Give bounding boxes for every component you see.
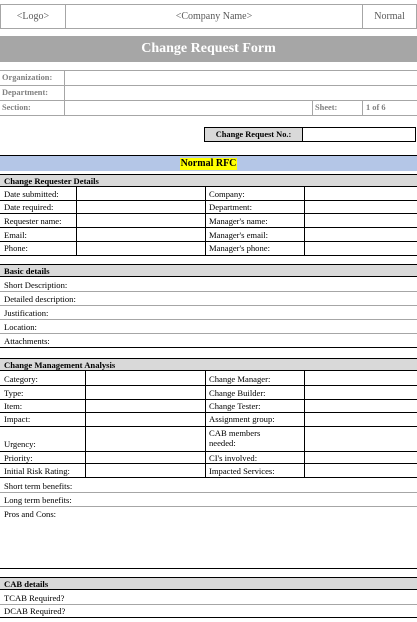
manager-email-label: Manager's email: xyxy=(209,230,269,240)
item-field[interactable] xyxy=(86,400,204,412)
short-term-benefits-label: Short term benefits: xyxy=(4,481,73,491)
status-label: Normal xyxy=(362,4,417,29)
company-name: <Company Name> xyxy=(65,4,363,29)
sheet-label: Sheet: xyxy=(315,103,338,112)
detailed-description-label: Detailed description: xyxy=(4,294,76,304)
initial-risk-rating-field[interactable] xyxy=(86,464,204,477)
section-field[interactable] xyxy=(66,101,311,114)
item-label: Item: xyxy=(4,401,23,411)
dcab-required-label: DCAB Required? xyxy=(4,606,66,616)
phone-label: Phone: xyxy=(4,243,28,253)
impacted-services-field[interactable] xyxy=(305,464,416,477)
company-label: Company: xyxy=(209,189,245,199)
section-label: Section: xyxy=(2,103,31,112)
rfc-type-bar xyxy=(0,155,417,171)
email-label: Email: xyxy=(4,230,27,240)
change-builder-field[interactable] xyxy=(305,386,416,399)
change-tester-field[interactable] xyxy=(305,400,416,412)
requester-name-label: Requester name: xyxy=(4,216,62,226)
impact-field[interactable] xyxy=(86,413,204,426)
manager-name-field[interactable] xyxy=(305,214,416,227)
requester-section-heading: Change Requester Details xyxy=(0,174,417,187)
organization-label: Organization: xyxy=(2,73,53,82)
change-builder-label: Change Builder: xyxy=(209,388,266,398)
type-label: Type: xyxy=(4,388,24,398)
date-submitted-field[interactable] xyxy=(77,188,204,200)
company-field[interactable] xyxy=(305,188,416,200)
initial-risk-rating-label: Initial Risk Rating: xyxy=(4,466,70,476)
department-label: Department: xyxy=(2,88,49,97)
date-submitted-label: Date submitted: xyxy=(4,189,59,199)
email-field[interactable] xyxy=(77,228,204,241)
tcab-required-label: TCAB Required? xyxy=(4,593,65,603)
manager-name-label: Manager's name: xyxy=(209,216,268,226)
phone-field[interactable] xyxy=(77,242,204,255)
type-field[interactable] xyxy=(86,386,204,399)
organization-field[interactable] xyxy=(66,71,416,84)
short-description-label: Short Description: xyxy=(4,280,68,290)
urgency-field[interactable] xyxy=(86,427,204,451)
pros-and-cons-label: Pros and Cons: xyxy=(4,509,57,519)
logo-placeholder: <Logo> xyxy=(0,4,66,29)
change-request-no-box xyxy=(204,127,416,142)
analysis-section-heading: Change Management Analysis xyxy=(0,358,417,371)
long-term-benefits-label: Long term benefits: xyxy=(4,495,72,505)
change-tester-label: Change Tester: xyxy=(209,401,261,411)
basic-section-heading: Basic details xyxy=(0,264,417,277)
cab-members-needed-field[interactable] xyxy=(305,427,416,451)
department-field[interactable] xyxy=(66,86,416,99)
category-label: Category: xyxy=(4,374,38,384)
manager-phone-field[interactable] xyxy=(305,242,416,255)
date-required-label: Date required: xyxy=(4,202,54,212)
manager-email-field[interactable] xyxy=(305,228,416,241)
change-request-no-field[interactable] xyxy=(304,128,415,141)
change-manager-label: Change Manager: xyxy=(209,374,271,384)
requester-department-label: Department: xyxy=(209,202,252,212)
impacted-services-label: Impacted Services: xyxy=(209,466,275,476)
change-manager-field[interactable] xyxy=(305,372,416,385)
assignment-group-label: Assignment group: xyxy=(209,414,275,424)
change-request-no-label: Change Request No.: xyxy=(205,128,303,141)
justification-label: Justification: xyxy=(4,308,49,318)
cab-members-needed-label: CAB members needed: xyxy=(209,428,261,448)
category-field[interactable] xyxy=(86,372,204,385)
assignment-group-field[interactable] xyxy=(305,413,416,426)
attachments-label: Attachments: xyxy=(4,336,50,346)
requester-department-field[interactable] xyxy=(305,201,416,213)
manager-phone-label: Manager's phone: xyxy=(209,243,270,253)
cis-involved-label: CI's involved: xyxy=(209,453,258,463)
rfc-title: Normal RFC xyxy=(180,157,237,169)
cis-involved-field[interactable] xyxy=(305,452,416,463)
location-label: Location: xyxy=(4,322,37,332)
priority-field[interactable] xyxy=(86,452,204,463)
priority-label: Priority: xyxy=(4,453,33,463)
sheet-value: 1 of 6 xyxy=(366,103,386,112)
cab-section-heading: CAB details xyxy=(0,577,417,590)
requester-name-field[interactable] xyxy=(77,214,204,227)
urgency-label: Urgency: xyxy=(4,439,36,449)
form-title: Change Request Form xyxy=(0,36,417,62)
date-required-field[interactable] xyxy=(77,201,204,213)
impact-label: Impact: xyxy=(4,414,31,424)
